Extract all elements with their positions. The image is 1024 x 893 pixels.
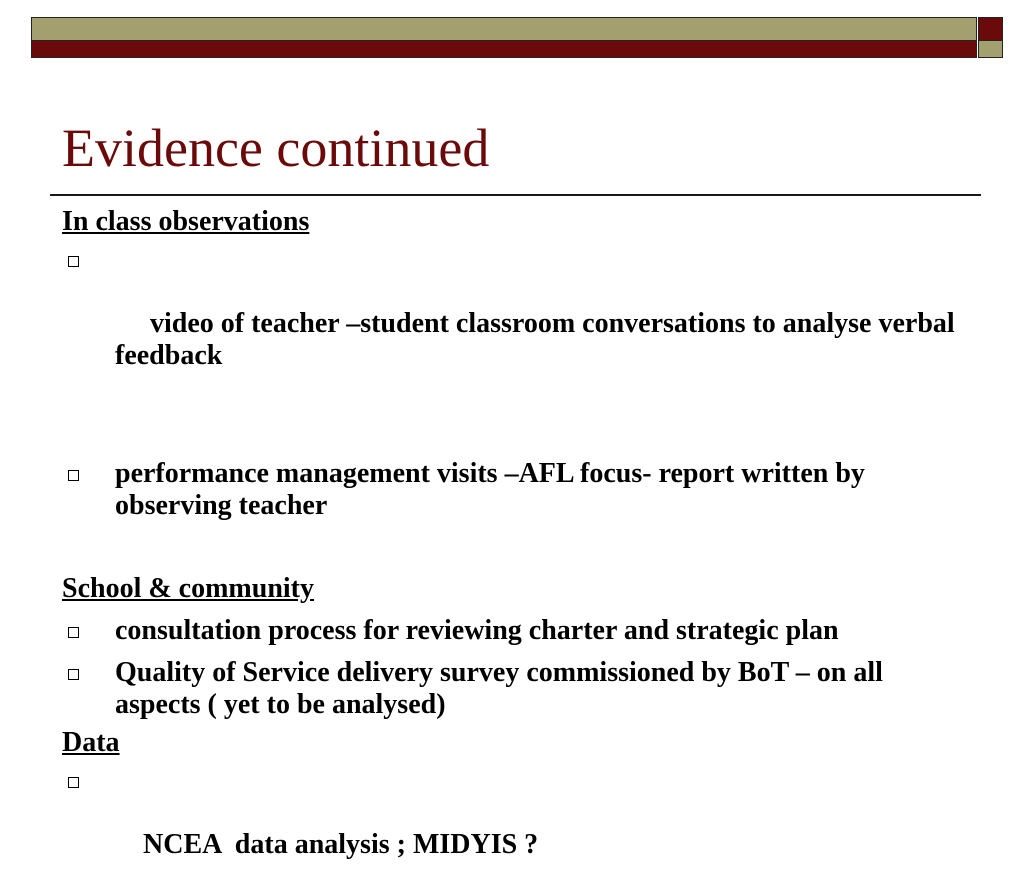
list-item-text: performance management visits –AFL focus- report written by observing teacher (115, 458, 865, 521)
title-divider (50, 194, 981, 196)
list-item-text: video of teacher –student classroom conversations to analyse verbal feedback (115, 308, 962, 371)
list-item (62, 765, 962, 893)
hollow-square-icon (68, 777, 79, 788)
hollow-square-icon (68, 669, 79, 680)
slide-body (62, 206, 962, 893)
hollow-square-icon (68, 627, 79, 638)
section-heading-data: Data (62, 727, 120, 758)
list-item-text: Quality of Service delivery survey commissioned by BoT – on all aspects ( yet to be analysed) (115, 657, 883, 720)
section-heading-school-community: School & community (62, 573, 314, 604)
section-heading-in-class: In class observations (62, 206, 310, 237)
banner-corner-olive-square (978, 41, 1003, 58)
banner-red-stripe (31, 41, 977, 58)
list-item (62, 615, 962, 647)
slide-title: Evidence continued (62, 118, 490, 178)
hollow-square-icon (68, 470, 79, 481)
list-item (62, 458, 962, 522)
list-item-text: consultation process for reviewing charter and strategic plan (115, 615, 839, 646)
list-item-text: NCEA data analysis ; MIDYIS ? (143, 829, 539, 860)
list-item (62, 657, 962, 721)
banner-corner-red-square (978, 17, 1003, 41)
hollow-square-icon (68, 256, 79, 267)
banner-olive-stripe (31, 17, 977, 41)
header-banner (0, 0, 1024, 62)
list-item (62, 244, 962, 404)
